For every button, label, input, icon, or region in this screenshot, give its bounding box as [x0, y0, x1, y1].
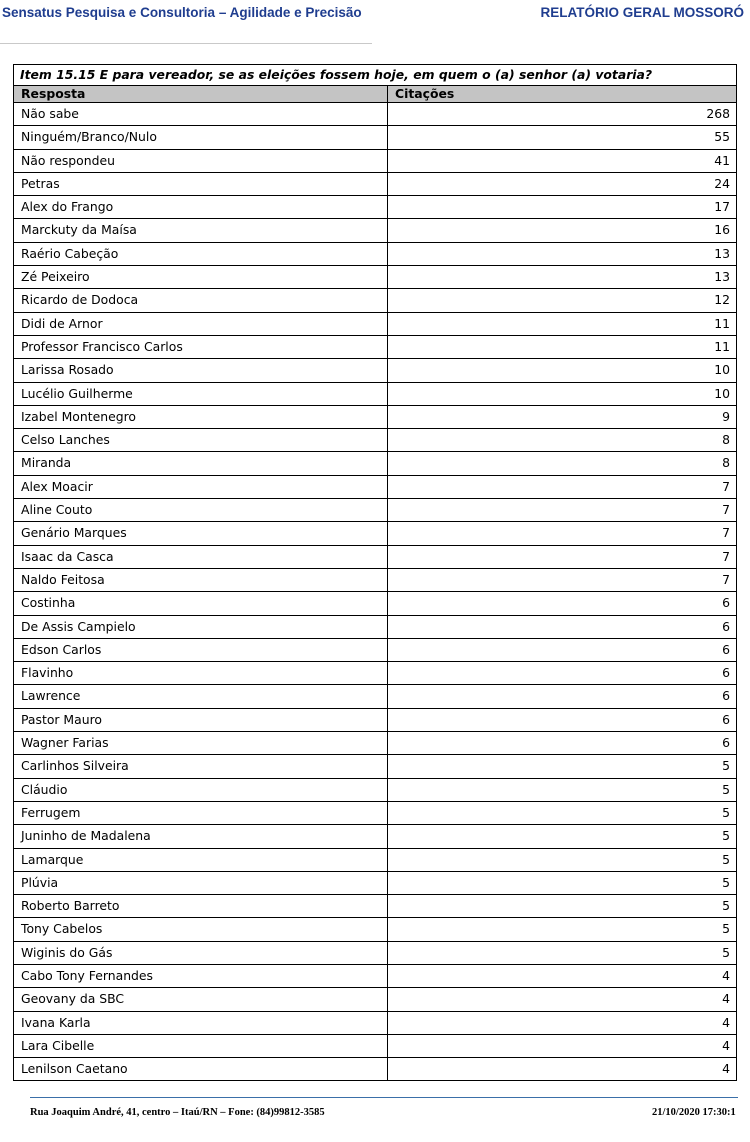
citations-cell: 7 [722, 571, 730, 587]
table-row [14, 685, 736, 708]
response-cell: Carlinhos Silveira [14, 755, 388, 777]
citations-cell: 8 [722, 432, 730, 448]
table-row [14, 266, 736, 289]
report-title: RELATÓRIO GERAL MOSSORÓ [540, 5, 744, 20]
response-cell: Juninho de Madalena [14, 825, 388, 847]
response-cell: Lucélio Guilherme [14, 383, 388, 405]
response-cell: Não respondeu [14, 150, 388, 172]
response-cell: Lenilson Caetano [14, 1058, 388, 1080]
citations-cell: 4 [722, 1037, 730, 1053]
response-cell: Genário Marques [14, 522, 388, 544]
column-header-citations: Citações [395, 86, 455, 101]
table-row [14, 569, 736, 592]
table-row [14, 895, 736, 918]
response-cell: Petras [14, 173, 388, 195]
response-cell: Wiginis do Gás [14, 942, 388, 964]
citations-cell: 13 [714, 245, 730, 261]
response-cell: Pastor Mauro [14, 709, 388, 731]
citations-cell: 5 [722, 944, 730, 960]
table-row [14, 219, 736, 242]
table-row [14, 126, 736, 149]
response-cell: Flavinho [14, 662, 388, 684]
citations-cell: 24 [714, 175, 730, 191]
table-header-row [14, 86, 736, 103]
citations-cell: 12 [714, 292, 730, 308]
table-row [14, 499, 736, 522]
response-cell: Zé Peixeiro [14, 266, 388, 288]
column-header-response: Resposta [14, 86, 388, 102]
citations-cell: 13 [714, 269, 730, 285]
table-row [14, 965, 736, 988]
response-cell: Larissa Rosado [14, 359, 388, 381]
response-cell: Marckuty da Maísa [14, 219, 388, 241]
citations-cell: 268 [706, 106, 730, 121]
table-row [14, 383, 736, 406]
citations-cell: 4 [722, 991, 730, 1007]
header-divider [0, 43, 372, 44]
response-cell: Tony Cabelos [14, 918, 388, 940]
citations-cell: 9 [722, 408, 730, 424]
citations-cell: 55 [714, 129, 730, 145]
citations-cell: 7 [722, 525, 730, 541]
table-row [14, 849, 736, 872]
citations-cell: 5 [722, 758, 730, 774]
company-header: Sensatus Pesquisa e Consultoria – Agilidade e Precisão [2, 5, 362, 20]
table-row [14, 359, 736, 382]
table-row [14, 103, 736, 126]
response-cell: Celso Lanches [14, 429, 388, 451]
citations-cell: 5 [722, 921, 730, 937]
table-row [14, 942, 736, 965]
citations-cell: 6 [722, 688, 730, 704]
response-cell: Lara Cibelle [14, 1035, 388, 1057]
response-cell: Ninguém/Branco/Nulo [14, 126, 388, 148]
table-row [14, 336, 736, 359]
response-cell: Alex do Frango [14, 196, 388, 218]
citations-cell: 4 [722, 1061, 730, 1077]
response-cell: Cabo Tony Fernandes [14, 965, 388, 987]
table-row [14, 616, 736, 639]
footer-datetime: 21/10/2020 17:30:1 [652, 1107, 736, 1118]
response-cell: Professor Francisco Carlos [14, 336, 388, 358]
table-row [14, 429, 736, 452]
table-row [14, 476, 736, 499]
citations-cell: 6 [722, 618, 730, 634]
citations-cell: 7 [722, 502, 730, 518]
response-cell: Não sabe [14, 103, 388, 125]
table-row [14, 1035, 736, 1058]
table-row [14, 173, 736, 196]
citations-cell: 4 [722, 1014, 730, 1030]
citations-cell: 10 [714, 362, 730, 378]
table-row [14, 918, 736, 941]
response-cell: Izabel Montenegro [14, 406, 388, 428]
response-cell: Plúvia [14, 872, 388, 894]
results-table [13, 64, 737, 1081]
response-cell: Edson Carlos [14, 639, 388, 661]
response-cell: Alex Moacir [14, 476, 388, 498]
footer-divider [30, 1097, 738, 1098]
table-row [14, 522, 736, 545]
citations-cell: 16 [714, 222, 730, 238]
table-row [14, 1058, 736, 1080]
citations-cell: 41 [714, 152, 730, 168]
response-cell: Didi de Arnor [14, 313, 388, 335]
citations-cell: 5 [722, 781, 730, 797]
citations-cell: 5 [722, 828, 730, 844]
table-row [14, 732, 736, 755]
citations-cell: 5 [722, 851, 730, 867]
table-row [14, 289, 736, 312]
response-cell: Ivana Karla [14, 1012, 388, 1034]
response-cell: Wagner Farias [14, 732, 388, 754]
table-row [14, 243, 736, 266]
table-row [14, 755, 736, 778]
response-cell: Lamarque [14, 849, 388, 871]
citations-cell: 6 [722, 665, 730, 681]
table-row [14, 196, 736, 219]
response-cell: Ricardo de Dodoca [14, 289, 388, 311]
table-row [14, 709, 736, 732]
citations-cell: 6 [722, 641, 730, 657]
citations-cell: 6 [722, 711, 730, 727]
response-cell: Geovany da SBC [14, 988, 388, 1010]
citations-cell: 10 [714, 385, 730, 401]
response-cell: Miranda [14, 452, 388, 474]
response-cell: Isaac da Casca [14, 546, 388, 568]
response-cell: Naldo Feitosa [14, 569, 388, 591]
table-row [14, 406, 736, 429]
citations-cell: 6 [722, 595, 730, 611]
response-cell: Lawrence [14, 685, 388, 707]
table-row [14, 825, 736, 848]
citations-cell: 5 [722, 898, 730, 914]
citations-cell: 8 [722, 455, 730, 471]
citations-cell: 4 [722, 967, 730, 983]
response-cell: Roberto Barreto [14, 895, 388, 917]
citations-cell: 6 [722, 735, 730, 751]
response-cell: Costinha [14, 592, 388, 614]
response-cell: Ferrugem [14, 802, 388, 824]
table-row [14, 639, 736, 662]
table-row [14, 546, 736, 569]
table-row [14, 313, 736, 336]
citations-cell: 11 [714, 338, 730, 354]
table-body [14, 103, 736, 1080]
response-cell: Aline Couto [14, 499, 388, 521]
table-row [14, 802, 736, 825]
citations-cell: 5 [722, 804, 730, 820]
table-row [14, 988, 736, 1011]
footer-address: Rua Joaquim André, 41, centro – Itaú/RN – Fone: (84)99812-3585 [30, 1107, 325, 1118]
table-row [14, 452, 736, 475]
response-cell: Cláudio [14, 779, 388, 801]
citations-cell: 7 [722, 548, 730, 564]
table-row [14, 662, 736, 685]
response-cell: Raério Cabeção [14, 243, 388, 265]
table-row [14, 150, 736, 173]
citations-cell: 17 [714, 199, 730, 215]
citations-cell: 5 [722, 874, 730, 890]
response-cell: De Assis Campielo [14, 616, 388, 638]
table-row [14, 779, 736, 802]
citations-cell: 7 [722, 478, 730, 494]
table-title: Item 15.15 E para vereador, se as eleições fossem hoje, em quem o (a) senhor (a) votaria? [14, 65, 736, 86]
table-row [14, 592, 736, 615]
table-row [14, 1012, 736, 1035]
table-row [14, 872, 736, 895]
citations-cell: 11 [714, 315, 730, 331]
